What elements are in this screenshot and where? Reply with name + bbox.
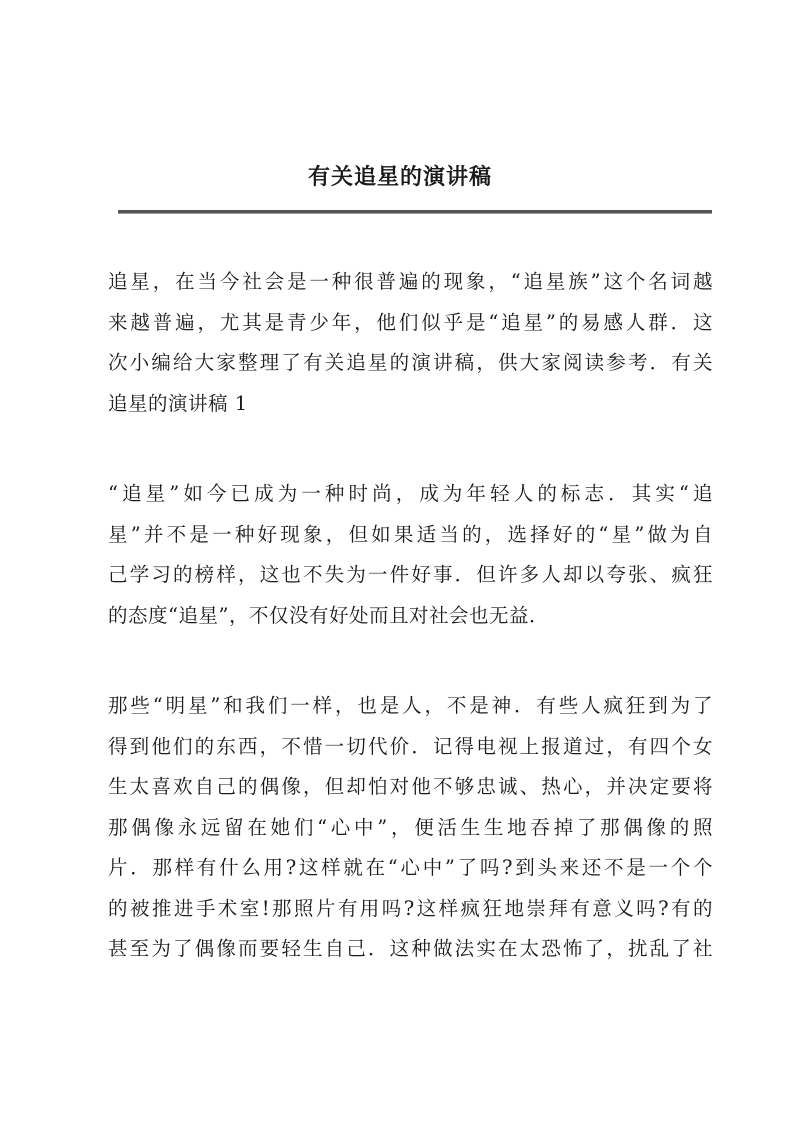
text-line: 己学习的榜样，这也不失为一件好事．但许多人却以夸张、疯狂: [108, 563, 713, 586]
document-body: [108, 262, 713, 1020]
document-title: 有关追星的演讲稿: [307, 164, 492, 190]
text-line: 星”并不是一种好现象，但如果适当的，选择好的“星”做为自: [108, 522, 713, 546]
paragraph-stars: [108, 686, 713, 970]
text-line: 次小编给大家整理了有关追星的演讲稿，供大家阅读参考．有关: [108, 351, 713, 374]
text-line: 来越普遍，尤其是青少年，他们似乎是“追星”的易感人群．这: [108, 310, 713, 334]
paragraph-intro: [108, 262, 713, 424]
text-line: 追星，在当今社会是一种很普遍的现象，“追星族”这个名词越: [108, 270, 713, 293]
text-line: 的被推进手术室!那照片有用吗?这样疯狂地崇拜有意义吗?有的: [108, 896, 713, 920]
text-line: 生太喜欢自己的偶像，但却怕对他不够忠诚、热心，并决定要将: [108, 775, 713, 798]
text-line: “追星”如今已成为一种时尚，成为年轻人的标志．其实“追: [108, 482, 713, 505]
text-line: 那偶像永远留在她们“心中”，便活生生地吞掉了那偶像的照: [108, 815, 713, 839]
text-line: 得到他们的东西，不惜一切代价．记得电视上报道过，有四个女: [108, 734, 713, 758]
paragraph-fashion: [108, 474, 713, 636]
title-divider: [118, 210, 712, 214]
text-line: 那些“明星”和我们一样，也是人，不是神．有些人疯狂到为了: [108, 694, 713, 717]
text-line: 甚至为了偶像而要轻生自己．这种做法实在太恐怖了，扰乱了社: [108, 937, 713, 960]
text-line: 片．那样有什么用?这样就在“心中”了吗?到头来还不是一个个: [108, 856, 713, 879]
text-line: 追星的演讲稿 1: [108, 391, 248, 415]
text-line: 的态度“追星”，不仅没有好处而且对社会也无益．: [108, 603, 549, 627]
